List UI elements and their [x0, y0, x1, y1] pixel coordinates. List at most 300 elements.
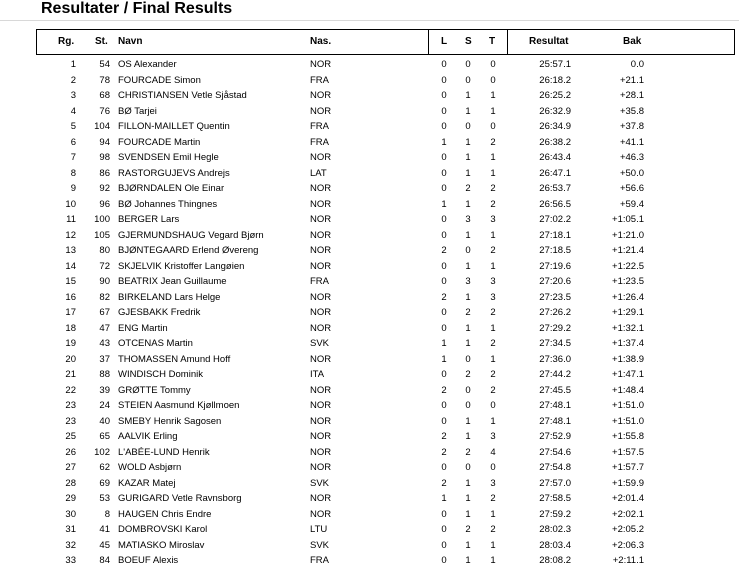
time-behind: +1:48.4: [612, 384, 644, 396]
standing-penalties: 1: [465, 136, 471, 148]
time-behind: +2:05.2: [612, 524, 644, 535]
standing-penalties: 1: [465, 260, 471, 272]
total-penalties: 2: [490, 384, 496, 396]
athlete-name: ENG Martin: [118, 322, 168, 334]
lying-penalties: 0: [441, 167, 447, 179]
standing-penalties: 2: [465, 307, 471, 318]
time-behind: +1:55.8: [612, 431, 644, 442]
time-behind: +1:57.7: [612, 462, 644, 473]
athlete-name: SMEBY Henrik Sagosen: [118, 415, 222, 427]
result-time: 27:48.1: [539, 415, 571, 427]
title-divider: [0, 20, 739, 21]
result-time: 26:53.7: [539, 183, 571, 194]
rank-cell: 14: [65, 260, 76, 272]
rank-cell: 15: [65, 276, 76, 287]
nation-cell: FRA: [310, 136, 329, 148]
bib-cell: 40: [99, 415, 110, 427]
result-time: 26:32.9: [539, 105, 571, 117]
result-time: 26:47.1: [539, 167, 571, 179]
athlete-name: BOEUF Alexis: [118, 555, 179, 566]
lying-penalties: 1: [441, 353, 447, 365]
lying-penalties: 1: [441, 136, 447, 148]
rank-cell: 1: [70, 59, 76, 70]
athlete-name: RASTORGUJEVS Andrejs: [118, 167, 230, 179]
total-penalties: 3: [490, 276, 496, 287]
total-penalties: 2: [490, 198, 496, 210]
standing-penalties: 1: [465, 539, 471, 551]
bib-cell: 62: [99, 462, 110, 473]
time-behind: +28.1: [619, 90, 644, 101]
nation-cell: NOR: [310, 322, 332, 334]
rank-cell: 25: [65, 431, 76, 442]
time-behind: +2:02.1: [612, 508, 644, 520]
bib-cell: 54: [99, 59, 110, 70]
table-row: [0, 414, 739, 430]
nation-cell: NOR: [310, 245, 332, 256]
lying-penalties: 2: [441, 384, 447, 396]
lying-penalties: 0: [441, 539, 447, 551]
lying-penalties: 0: [441, 121, 447, 132]
lying-penalties: 2: [441, 446, 447, 458]
athlete-name: DOMBROVSKI Karol: [118, 524, 208, 535]
rank-cell: 22: [65, 384, 76, 396]
lying-penalties: 0: [441, 555, 447, 566]
nation-cell: NOR: [310, 229, 332, 241]
standing-penalties: 3: [465, 214, 471, 225]
standing-penalties: 1: [465, 493, 471, 504]
table-row: [0, 429, 739, 445]
result-time: 28:08.2: [539, 555, 571, 566]
header-total: T: [489, 36, 496, 47]
standing-penalties: 0: [465, 400, 471, 411]
time-behind: +1:38.9: [612, 353, 644, 365]
table-row: [0, 197, 739, 213]
nation-cell: ITA: [310, 369, 325, 380]
lying-penalties: 0: [441, 260, 447, 272]
header-name: Navn: [118, 36, 143, 47]
total-penalties: 2: [490, 183, 496, 194]
time-behind: +1:59.9: [612, 477, 644, 489]
standing-penalties: 1: [465, 555, 471, 566]
bib-cell: 92: [99, 183, 110, 194]
table-row: [0, 460, 739, 476]
nation-cell: NOR: [310, 152, 332, 163]
athlete-name: FOURCADE Martin: [118, 136, 201, 148]
time-behind: +1:57.5: [612, 446, 644, 458]
page-title: Resultater / Final Results: [41, 0, 233, 17]
result-time: 28:03.4: [539, 539, 571, 551]
standing-penalties: 2: [465, 446, 471, 458]
lying-penalties: 0: [441, 322, 447, 334]
time-behind: +59.4: [619, 198, 644, 210]
time-behind: +56.6: [619, 183, 644, 194]
result-time: 27:18.1: [539, 229, 571, 241]
lying-penalties: 0: [441, 105, 447, 117]
result-time: 27:54.6: [539, 446, 571, 458]
table-row: [0, 553, 739, 569]
standing-penalties: 1: [465, 90, 471, 101]
result-time: 27:44.2: [539, 369, 571, 380]
result-time: 27:02.2: [539, 214, 571, 225]
total-penalties: 2: [490, 493, 496, 504]
athlete-name: WINDISCH Dominik: [118, 369, 203, 380]
rank-cell: 16: [65, 291, 76, 303]
time-behind: +1:37.4: [612, 338, 644, 349]
total-penalties: 1: [490, 539, 496, 551]
standing-penalties: 0: [465, 384, 471, 396]
lying-penalties: 0: [441, 74, 447, 86]
total-penalties: 3: [490, 431, 496, 442]
time-behind: +21.1: [619, 74, 644, 86]
athlete-name: BJØNTEGAARD Erlend Øvereng: [118, 245, 259, 256]
rank-cell: 28: [65, 477, 76, 489]
table-row: [0, 383, 739, 399]
total-penalties: 0: [490, 59, 496, 70]
nation-cell: NOR: [310, 431, 332, 442]
standing-penalties: 1: [465, 198, 471, 210]
bib-cell: 82: [99, 291, 110, 303]
header-nation: Nas.: [310, 36, 332, 47]
result-time: 27:26.2: [539, 307, 571, 318]
bib-cell: 41: [99, 524, 110, 535]
time-behind: +2:11.1: [612, 555, 644, 566]
athlete-name: L'ABÉE-LUND Henrik: [118, 446, 210, 458]
total-penalties: 1: [490, 105, 496, 117]
table-row: [0, 476, 739, 492]
total-penalties: 1: [490, 353, 496, 365]
athlete-name: BØ Tarjei: [118, 105, 157, 117]
nation-cell: SVK: [310, 539, 330, 551]
rank-cell: 7: [70, 152, 76, 163]
header-separator: [507, 29, 508, 55]
rank-cell: 27: [65, 462, 76, 473]
table-row: [0, 243, 739, 259]
athlete-name: MATIASKO Miroslav: [118, 539, 205, 551]
result-time: 27:19.6: [539, 260, 571, 272]
result-time: 26:34.9: [539, 121, 571, 132]
rank-cell: 33: [65, 555, 76, 566]
table-row: [0, 522, 739, 538]
lying-penalties: 0: [441, 369, 447, 380]
lying-penalties: 2: [441, 291, 447, 303]
table-row: [0, 538, 739, 554]
bib-cell: 69: [99, 477, 110, 489]
bib-cell: 68: [99, 90, 110, 101]
bib-cell: 72: [99, 260, 110, 272]
bib-cell: 105: [94, 229, 110, 241]
standing-penalties: 0: [465, 353, 471, 365]
total-penalties: 2: [490, 338, 496, 349]
athlete-name: SKJELVIK Kristoffer Langøien: [118, 260, 245, 272]
standing-penalties: 1: [465, 415, 471, 427]
bib-cell: 8: [104, 508, 110, 520]
bib-cell: 24: [99, 400, 110, 411]
table-row: [0, 305, 739, 321]
rank-cell: 19: [65, 338, 76, 349]
standing-penalties: 2: [465, 369, 471, 380]
athlete-name: WOLD Asbjørn: [118, 462, 182, 473]
result-time: 27:36.0: [539, 353, 571, 365]
rank-cell: 18: [65, 322, 76, 334]
nation-cell: FRA: [310, 276, 329, 287]
result-time: 27:23.5: [539, 291, 571, 303]
result-time: 27:57.0: [539, 477, 571, 489]
nation-cell: NOR: [310, 353, 332, 365]
nation-cell: NOR: [310, 183, 332, 194]
time-behind: +41.1: [619, 136, 644, 148]
rank-cell: 13: [65, 245, 76, 256]
result-time: 27:34.5: [539, 338, 571, 349]
nation-cell: NOR: [310, 291, 332, 303]
rank-cell: 26: [65, 446, 76, 458]
time-behind: +1:32.1: [612, 322, 644, 334]
total-penalties: 2: [490, 245, 496, 256]
standing-penalties: 0: [465, 245, 471, 256]
bib-cell: 65: [99, 431, 110, 442]
nation-cell: NOR: [310, 59, 332, 70]
rank-cell: 10: [65, 198, 76, 210]
table-row: [0, 290, 739, 306]
table-row: [0, 491, 739, 507]
time-behind: +1:47.1: [612, 369, 644, 380]
table-row: [0, 73, 739, 89]
lying-penalties: 1: [441, 493, 447, 504]
standing-penalties: 1: [465, 167, 471, 179]
table-row: [0, 367, 739, 383]
result-time: 28:02.3: [539, 524, 571, 535]
bib-cell: 53: [99, 493, 110, 504]
result-time: 26:43.4: [539, 152, 571, 163]
result-time: 27:18.5: [539, 245, 571, 256]
lying-penalties: 2: [441, 477, 447, 489]
athlete-name: BIRKELAND Lars Helge: [118, 291, 221, 303]
lying-penalties: 0: [441, 508, 447, 520]
header-separator: [428, 29, 429, 55]
nation-cell: NOR: [310, 307, 332, 318]
time-behind: +50.0: [619, 167, 644, 179]
athlete-name: BJØRNDALEN Ole Einar: [118, 183, 225, 194]
standing-penalties: 1: [465, 431, 471, 442]
table-row: [0, 119, 739, 135]
total-penalties: 4: [490, 446, 496, 458]
nation-cell: NOR: [310, 384, 332, 396]
table-row: [0, 104, 739, 120]
result-time: 27:59.2: [539, 508, 571, 520]
bib-cell: 47: [99, 322, 110, 334]
time-behind: +1:21.0: [612, 229, 644, 241]
result-time: 27:58.5: [539, 493, 571, 504]
standing-penalties: 1: [465, 477, 471, 489]
nation-cell: NOR: [310, 508, 332, 520]
table-row: [0, 398, 739, 414]
standing-penalties: 1: [465, 508, 471, 520]
total-penalties: 1: [490, 415, 496, 427]
time-behind: 0.0: [630, 59, 644, 70]
time-behind: +1:51.0: [612, 400, 644, 411]
athlete-name: GJERMUNDSHAUG Vegard Bjørn: [118, 229, 264, 241]
rank-cell: 5: [70, 121, 76, 132]
total-penalties: 1: [490, 555, 496, 566]
lying-penalties: 0: [441, 90, 447, 101]
table-row: [0, 57, 739, 73]
rank-cell: 23: [65, 400, 76, 411]
rank-cell: 32: [65, 539, 76, 551]
total-penalties: 1: [490, 152, 496, 163]
nation-cell: NOR: [310, 105, 332, 117]
result-time: 27:54.8: [539, 462, 571, 473]
nation-cell: LTU: [310, 524, 328, 535]
nation-cell: NOR: [310, 198, 332, 210]
athlete-name: BØ Johannes Thingnes: [118, 198, 218, 210]
standing-penalties: 2: [465, 524, 471, 535]
time-behind: +35.8: [619, 105, 644, 117]
result-time: 26:38.2: [539, 136, 571, 148]
athlete-name: AALVIK Erling: [118, 431, 178, 442]
total-penalties: 1: [490, 90, 496, 101]
rank-cell: 17: [65, 307, 76, 318]
rank-cell: 29: [65, 493, 76, 504]
nation-cell: FRA: [310, 74, 329, 86]
nation-cell: NOR: [310, 214, 332, 225]
athlete-name: CHRISTIANSEN Vetle Sjåstad: [118, 90, 247, 101]
lying-penalties: 1: [441, 198, 447, 210]
nation-cell: NOR: [310, 493, 332, 504]
lying-penalties: 0: [441, 276, 447, 287]
rank-cell: 3: [70, 90, 76, 101]
result-time: 27:52.9: [539, 431, 571, 442]
result-time: 25:57.1: [539, 59, 571, 70]
bib-cell: 94: [99, 136, 110, 148]
athlete-name: OTCENAS Martin: [118, 338, 193, 349]
athlete-name: THOMASSEN Amund Hoff: [118, 353, 231, 365]
header-result: Resultat: [529, 36, 569, 47]
standing-penalties: 1: [465, 322, 471, 334]
lying-penalties: 0: [441, 462, 447, 473]
rank-cell: 4: [70, 105, 76, 117]
rank-cell: 9: [70, 183, 76, 194]
result-time: 26:25.2: [539, 90, 571, 101]
standing-penalties: 1: [465, 152, 471, 163]
table-row: [0, 88, 739, 104]
total-penalties: 2: [490, 307, 496, 318]
bib-cell: 39: [99, 384, 110, 396]
bib-cell: 78: [99, 74, 110, 86]
bib-cell: 100: [94, 214, 110, 225]
nation-cell: FRA: [310, 555, 329, 566]
lying-penalties: 0: [441, 400, 447, 411]
lying-penalties: 0: [441, 229, 447, 241]
nation-cell: NOR: [310, 400, 332, 411]
rank-cell: 8: [70, 167, 76, 179]
total-penalties: 3: [490, 214, 496, 225]
lying-penalties: 1: [441, 338, 447, 349]
time-behind: +37.8: [619, 121, 644, 132]
time-behind: +1:51.0: [612, 415, 644, 427]
total-penalties: 1: [490, 322, 496, 334]
result-time: 26:18.2: [539, 74, 571, 86]
table-row: [0, 135, 739, 151]
total-penalties: 0: [490, 400, 496, 411]
result-time: 27:48.1: [539, 400, 571, 411]
standing-penalties: 3: [465, 276, 471, 287]
athlete-name: BERGER Lars: [118, 214, 180, 225]
time-behind: +1:29.1: [612, 307, 644, 318]
total-penalties: 3: [490, 477, 496, 489]
nation-cell: NOR: [310, 90, 332, 101]
athlete-name: STEIEN Aasmund Kjøllmoen: [118, 400, 240, 411]
standing-penalties: 0: [465, 121, 471, 132]
result-time: 26:56.5: [539, 198, 571, 210]
bib-cell: 67: [99, 307, 110, 318]
nation-cell: NOR: [310, 462, 332, 473]
time-behind: +1:05.1: [612, 214, 644, 225]
athlete-name: KAZAR Matej: [118, 477, 176, 489]
nation-cell: SVK: [310, 338, 330, 349]
total-penalties: 1: [490, 260, 496, 272]
time-behind: +1:21.4: [612, 245, 644, 256]
bib-cell: 37: [99, 353, 110, 365]
total-penalties: 3: [490, 291, 496, 303]
rank-cell: 21: [65, 369, 76, 380]
table-row: [0, 212, 739, 228]
standing-penalties: 1: [465, 229, 471, 241]
total-penalties: 1: [490, 229, 496, 241]
total-penalties: 2: [490, 136, 496, 148]
nation-cell: LAT: [310, 167, 327, 179]
bib-cell: 104: [94, 121, 110, 132]
nation-cell: FRA: [310, 121, 329, 132]
header-lying: L: [441, 36, 448, 47]
bib-cell: 43: [99, 338, 110, 349]
rank-cell: 6: [70, 136, 76, 148]
athlete-name: GRØTTE Tommy: [118, 384, 191, 396]
result-time: 27:29.2: [539, 322, 571, 334]
total-penalties: 0: [490, 74, 496, 86]
total-penalties: 2: [490, 524, 496, 535]
table-row: [0, 321, 739, 337]
standing-penalties: 0: [465, 74, 471, 86]
bib-cell: 45: [99, 539, 110, 551]
nation-cell: NOR: [310, 446, 332, 458]
header-standing: S: [465, 36, 472, 47]
result-time: 27:20.6: [539, 276, 571, 287]
athlete-name: FOURCADE Simon: [118, 74, 201, 86]
rank-cell: 31: [65, 524, 76, 535]
table-row: [0, 274, 739, 290]
bib-cell: 98: [99, 152, 110, 163]
standing-penalties: 0: [465, 59, 471, 70]
rank-cell: 12: [65, 229, 76, 241]
table-row: [0, 166, 739, 182]
lying-penalties: 0: [441, 183, 447, 194]
table-row: [0, 181, 739, 197]
rank-cell: 2: [70, 74, 76, 86]
time-behind: +1:22.5: [612, 260, 644, 272]
lying-penalties: 2: [441, 245, 447, 256]
athlete-name: HAUGEN Chris Endre: [118, 508, 212, 520]
time-behind: +2:06.3: [612, 539, 644, 551]
athlete-name: SVENDSEN Emil Hegle: [118, 152, 219, 163]
results-table-body: [0, 57, 739, 569]
table-row: [0, 352, 739, 368]
table-row: [0, 336, 739, 352]
bib-cell: 76: [99, 105, 110, 117]
lying-penalties: 2: [441, 431, 447, 442]
table-row: [0, 228, 739, 244]
total-penalties: 2: [490, 369, 496, 380]
time-behind: +1:26.4: [612, 291, 644, 303]
bib-cell: 84: [99, 555, 110, 566]
